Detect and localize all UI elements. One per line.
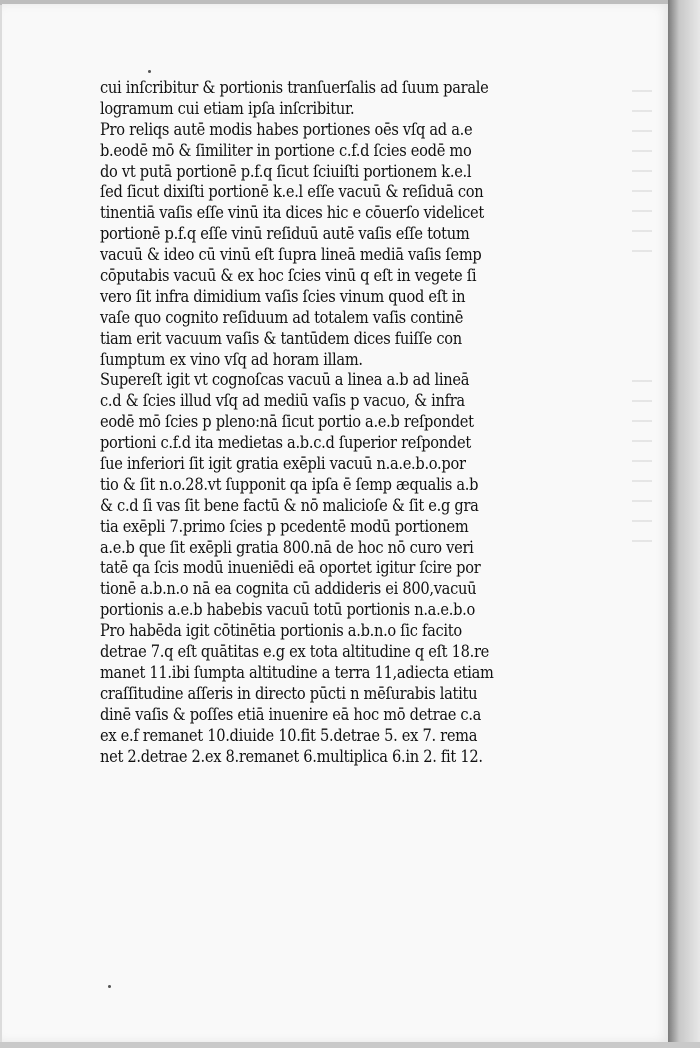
text-line: tatē qa ſcis modū inueniēdi eā oportet igitur ſcire por [100,558,481,579]
page-bottom-edge [0,1042,700,1048]
text-line: manet 11.ibi ſumpta altitudine a terra 11,adiecta etiam [100,662,494,683]
text-line: c.d & ſcies illud vſq ad mediū vaſis p vacuo, & infra [100,391,465,412]
text-line: tia exēpli 7.primo ſcies p pcedentē modū portionem [100,516,469,537]
text-line: & c.d ſi vas ſit bene factū & nō malicioſe & ſit e.g gra [100,495,479,516]
text-line: portionē p.f.q eſſe vinū reſiduū autē vaſis eſſe totum [100,224,470,245]
text-line: craſſitudine aſſeris in directo pūcti n mēſurabis latitu [100,683,478,704]
text-line: Supereſt igit vt cognoſcas vacuū a linea a.b ad lineā [100,370,470,391]
text-line: vaſe quo cognito reſiduum ad totalem vaſis continē [100,307,464,328]
text-line: Pro habēda igit cōtinētia portionis a.b.n.o ſic facito [100,621,462,642]
text-line: cui inſcribitur & portionis tranſuerſalis ad ſuum parale [100,78,489,98]
text-line: dinē vaſis & poſſes etiā inuenire eā hoc mō detrae c.a [100,704,482,725]
binding-gutter-shadow [668,0,700,1048]
text-line: a.e.b que ſit exēpli gratia 800.nā de hoc nō curo veri [100,537,474,558]
text-line: portioni c.f.d ita medietas a.b.c.d ſuperior reſpondet [100,433,471,454]
text-line: portionis a.e.b habebis vacuū totū portionis n.a.e.b.o [100,600,476,621]
show-through-marks [632,380,652,560]
ink-speck [108,985,111,988]
text-line: tio & ſit n.o.28.vt ſupponit qa ipſa ē ſemp æqualis a.b [100,474,479,495]
text-line: net 2.detrae 2.ex 8.remanet 6.multiplica 6.in 2. fit 12. [100,746,483,767]
ink-speck [148,70,151,73]
show-through-marks [632,90,652,270]
text-line: b.eodē mō & ſimiliter in portione c.f.d ſcies eodē mo [100,140,472,161]
body-text [100,78,620,767]
text-line: tiam erit vacuum vaſis & tantūdem dices fuiſſe con [100,328,462,349]
text-line: logramum cui etiam ipſa inſcribitur. [100,98,355,119]
text-line: ſumptum ex vino vſq ad horam illam. [100,349,363,370]
text-line: eodē mō ſcies p pleno:nā ſicut portio a.e.b reſpondet [100,412,474,433]
text-line: tionē a.b.n.o nā ea cognita cū addideris ei 800,vacuū [100,579,477,600]
text-line: detrae 7.q eſt quātitas e.g ex tota altitudine q eſt 18.re [100,642,490,663]
text-line: ex e.f remanet 10.diuide 10.fit 5.detrae 5. ex 7. rema [100,725,478,746]
text-line: cōputabis vacuū & ex hoc ſcies vinū q eſt in vegete ſi [100,266,477,287]
text-line: tinentiā vaſis eſſe vinū ita dices hic e cōuerſo videlicet [100,203,484,224]
text-line: Pro reliqs autē modis habes portiones oēs vſq ad a.e [100,119,473,140]
text-line: vacuū & ideo cū vinū eſt ſupra lineā mediā vaſis ſemp [100,245,482,266]
text-line: do vt putā portionē p.f.q ſicut ſciuiſti portionem k.e.l [100,161,472,182]
text-line: vero ſit infra dimidium vaſis ſcies vinum quod eſt in [100,286,466,307]
text-line: ſue inferiori ſit igit gratia exēpli vacuū n.a.e.b.o.por [100,454,466,475]
text-line: ſed ſicut dixiſti portionē k.e.l eſſe vacuū & reſiduā con [100,182,484,203]
